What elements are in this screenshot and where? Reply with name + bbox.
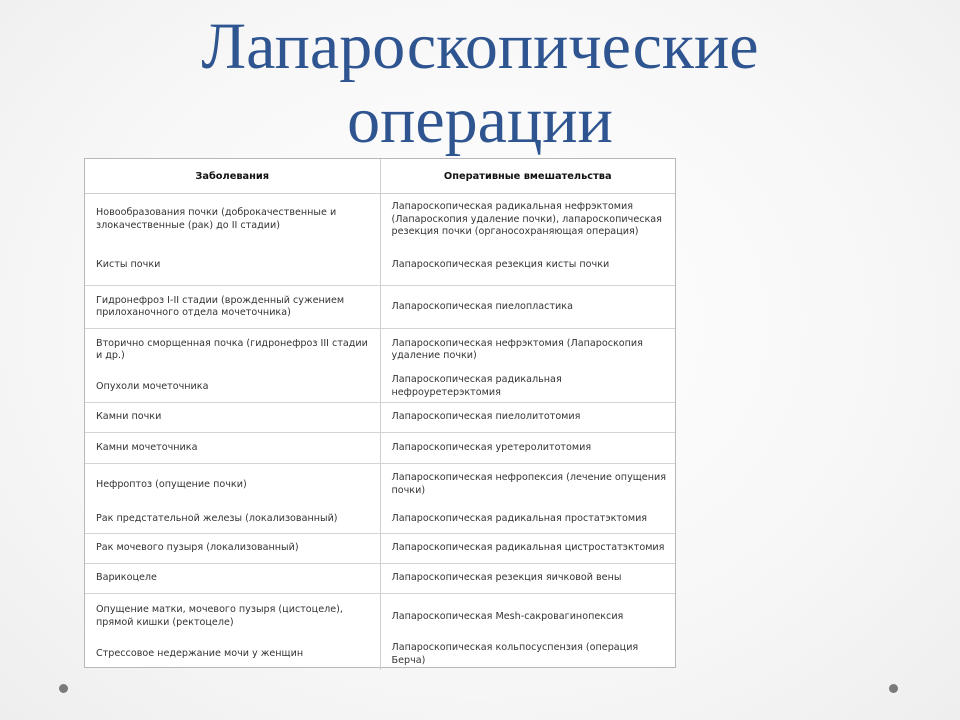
disease-cell: Кисты почки (85, 246, 380, 286)
table-row (85, 506, 675, 534)
slide-title (0, 10, 960, 158)
header-diseases: Заболевания (85, 159, 380, 194)
table-row (85, 329, 675, 372)
disease-cell: Опущение матки, мочевого пузыря (цистоцеле), прямой кишки (ректоцеле) (96, 604, 343, 628)
table-row (85, 194, 675, 246)
table-row (85, 564, 675, 594)
table-row (85, 534, 675, 564)
operation-cell: Лапароскопическая кольпосуспензия (операция Берча) (380, 640, 675, 670)
disease-cell: Камни почки (85, 403, 380, 433)
operation-cell: Лапароскопическая пиелолитотомия (380, 403, 675, 433)
table-row (85, 433, 675, 464)
table-row (85, 640, 675, 670)
table-row (85, 372, 675, 403)
operation-cell: Лапароскопическая радикальная нефрэктомия (Лапароскопия удаление почки), лапароскопическая резекция почки (органосохраняющая операция) (380, 194, 675, 246)
bullet-dot-right (889, 684, 898, 693)
disease-cell: Новообразования почки (доброкачественные и злокачественные (рак) до II стадии) (96, 207, 337, 231)
slide-title-line-1: Лапароскопические (201, 10, 759, 83)
table-row (85, 246, 675, 286)
disease-cell: Камни мочеточника (85, 433, 380, 464)
disease-cell: Гидронефроз I-II стадии (врожденный сужением прилоханочного отдела мочеточника) (85, 286, 380, 329)
bullet-dot-left (59, 684, 68, 693)
operation-cell: Лапароскопическая пиелопластика (380, 286, 675, 329)
header-operations: Оперативные вмешательства (380, 159, 675, 194)
table-row (85, 464, 675, 506)
disease-cell: Вторично сморщенная почка (гидронефроз III стадии и др.) (96, 337, 368, 362)
table-header-row (85, 159, 675, 194)
operation-cell: Лапароскопическая радикальная простатэктомия (380, 506, 675, 534)
slide-title-line-2: операции (347, 84, 613, 157)
operation-cell: Лапароскопическая резекция яичковой вены (380, 564, 675, 594)
table-row (85, 403, 675, 433)
operation-cell: Лапароскопическая радикальная нефроуретерэктомия (380, 372, 675, 403)
operation-cell: Лапароскопическая нефрэктомия (Лапароскопия удаление почки) (380, 329, 675, 372)
disease-cell: Рак предстательной железы (локализованный) (85, 506, 380, 534)
disease-cell: Стрессовое недержание мочи у женщин (96, 648, 304, 660)
operation-cell: Лапароскопическая радикальная цистростатэктомия (380, 534, 675, 564)
table-row (85, 594, 675, 640)
operations-table (85, 159, 675, 670)
operation-cell: Лапароскопическая резекция кисты почки (380, 246, 675, 286)
disease-cell: Варикоцеле (85, 564, 380, 594)
operation-cell: Лапароскопическая уретеролитотомия (380, 433, 675, 464)
table-row (85, 286, 675, 329)
operation-cell: Лапароскопическая Mesh-сакровагинопексия (380, 594, 675, 640)
disease-cell: Опухоли мочеточника (85, 372, 380, 403)
operations-table-container (84, 158, 676, 668)
disease-cell: Нефроптоз (опущение почки) (96, 478, 247, 490)
operation-cell: Лапароскопическая нефропексия (лечение опущения почки) (380, 464, 675, 506)
disease-cell: Рак мочевого пузыря (локализованный) (85, 534, 380, 564)
